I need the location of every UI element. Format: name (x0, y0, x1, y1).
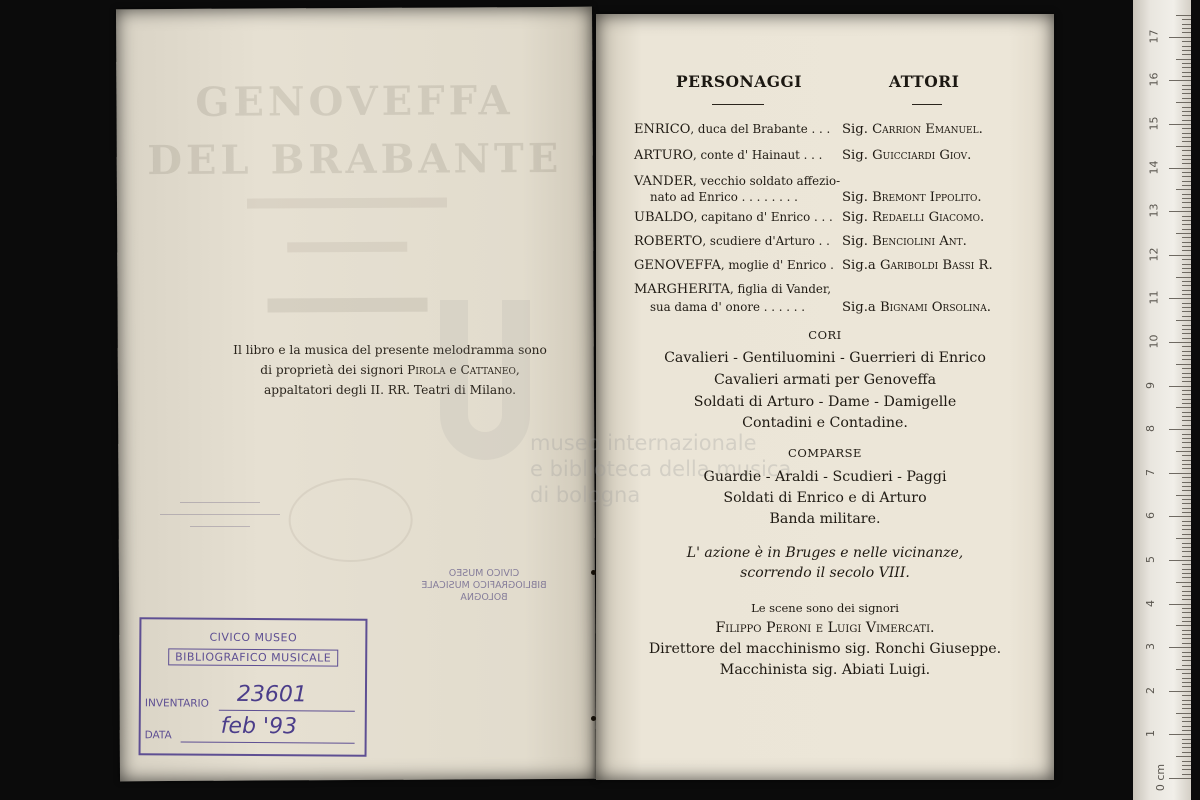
ruler-tick (1169, 647, 1191, 648)
ruler-tick (1182, 237, 1191, 238)
credits-line1: Le scene sono dei signori (751, 601, 899, 615)
ruler-tick (1182, 194, 1191, 195)
ruler-tick (1182, 551, 1191, 552)
ruler-tick (1182, 617, 1191, 618)
setting-line: L' azione è in Bruges e nelle vicinanze, (686, 545, 964, 561)
ruler-tick (1182, 412, 1191, 413)
ruler-label: 16 (1147, 72, 1161, 87)
ruler-tick (1182, 420, 1191, 421)
ruler-tick (1182, 359, 1191, 360)
ruler-tick (1176, 538, 1191, 539)
ruler-tick (1169, 342, 1191, 343)
ruler-tick (1169, 429, 1191, 430)
ruler-tick (1182, 290, 1191, 291)
credits-line2: Filippo Peroni e Luigi Vimercati. (715, 620, 935, 636)
ruler-tick (1182, 564, 1191, 565)
ruler-tick (1182, 686, 1191, 687)
ruler-tick (1182, 717, 1191, 718)
cori-line: Cavalieri armati per Genoveffa (713, 372, 937, 388)
ruler-tick (1182, 128, 1191, 129)
ruler-label: 9 (1144, 381, 1157, 389)
ruler-tick (1182, 216, 1191, 217)
ruler-tick (1182, 434, 1191, 435)
comparse-line: Guardie - Araldi - Scudieri - Paggi (703, 469, 947, 485)
ruler-tick (1182, 660, 1191, 661)
ruler-tick (1182, 638, 1191, 639)
ruler-tick (1176, 582, 1191, 583)
ruler-tick (1182, 673, 1191, 674)
museum-watermark: museo internazionale e biblioteca della musica di bologna (530, 431, 792, 507)
ruler-tick (1182, 67, 1191, 68)
ruler-tick (1182, 141, 1191, 142)
notice-line1: Il libro e la musica del presente melodramma sono (233, 343, 547, 357)
ruler-label: 7 (1144, 468, 1157, 476)
ruler-tick (1169, 211, 1191, 212)
ruler-tick (1182, 460, 1191, 461)
ruler-tick (1169, 80, 1191, 81)
ruler-tick (1182, 695, 1191, 696)
ruler-tick (1182, 220, 1191, 221)
ruler-tick (1182, 133, 1191, 134)
ruler-tick (1182, 534, 1191, 535)
ruler-tick (1169, 734, 1191, 735)
inventario-label: INVENTARIO (144, 697, 209, 710)
ruler-tick (1182, 739, 1191, 740)
ruler-label: 1 (1144, 730, 1157, 738)
ruler-tick (1182, 98, 1191, 99)
ruler-tick (1176, 451, 1191, 452)
ruler-tick (1169, 255, 1191, 256)
ruler-tick (1182, 403, 1191, 404)
museum-logo-watermark (440, 300, 530, 460)
comparse-title: COMPARSE (788, 446, 862, 460)
ruler-tick (1176, 59, 1191, 60)
ruler-tick (1176, 364, 1191, 365)
ruler-tick (1176, 713, 1191, 714)
binding-hole (591, 570, 596, 575)
ruler-tick (1182, 503, 1191, 504)
ruler-tick (1182, 634, 1191, 635)
ruler-tick (1182, 743, 1191, 744)
ruler-tick (1182, 176, 1191, 177)
ruler-tick (1182, 525, 1191, 526)
ruler-tick (1182, 486, 1191, 487)
ruler-tick (1182, 721, 1191, 722)
ruler-tick (1182, 325, 1191, 326)
ruler-tick (1182, 438, 1191, 439)
ruler-tick (1182, 28, 1191, 29)
ruler-tick (1182, 307, 1191, 308)
measurement-ruler (1133, 0, 1191, 800)
header-attori: ATTORI (889, 72, 960, 91)
ruler-tick (1182, 281, 1191, 282)
ruler-tick (1169, 691, 1191, 692)
ruler-tick (1182, 556, 1191, 557)
data-line (181, 741, 355, 743)
ruler-label: 12 (1147, 247, 1161, 262)
cori-line: Cavalieri - Gentiluomini - Guerrieri di Enrico (664, 350, 986, 366)
cori-line: Contadini e Contadine. (742, 415, 908, 431)
ruler-tick (1182, 351, 1191, 352)
ruler-tick (1182, 268, 1191, 269)
ruler-tick (1182, 595, 1191, 596)
ruler-tick (1182, 41, 1191, 42)
comparse-line: Soldati di Enrico e di Arturo (723, 490, 927, 506)
ruler-tick (1169, 560, 1191, 561)
ruler-tick (1182, 752, 1191, 753)
ruler-tick (1182, 442, 1191, 443)
mirrored-library-stamp: CIVICO MUSEO BIBLIOGRAFICO MUSICALE BOLOGNA (421, 568, 547, 603)
ruler-tick (1182, 368, 1191, 369)
ruler-tick (1182, 747, 1191, 748)
ruler-tick (1182, 181, 1191, 182)
inventory-stamp (139, 617, 368, 757)
ruler-tick (1169, 473, 1191, 474)
ruler-tick (1182, 163, 1191, 164)
header-personaggi: PERSONAGGI (676, 72, 802, 91)
ruler-tick (1182, 150, 1191, 151)
ruler-tick (1182, 468, 1191, 469)
ruler-tick (1176, 669, 1191, 670)
notice-line2: di proprietà dei signori Pirola e Cattaneo, (260, 363, 520, 377)
ruler-tick (1182, 455, 1191, 456)
ruler-tick (1182, 547, 1191, 548)
ruler-tick (1182, 259, 1191, 260)
ruler-tick (1182, 656, 1191, 657)
ruler-tick (1182, 246, 1191, 247)
ghost-rule (247, 198, 447, 209)
ruler-tick (1182, 612, 1191, 613)
setting-line: scorrendo il secolo VIII. (740, 565, 910, 581)
stamp-line2: BIBLIOGRAFICO MUSICALE (168, 648, 338, 666)
ruler-tick (1182, 202, 1191, 203)
credits-line4: Macchinista sig. Abiati Luigi. (719, 662, 931, 678)
ruler-tick (1176, 407, 1191, 408)
ruler-tick (1182, 490, 1191, 491)
ruler-tick (1182, 250, 1191, 251)
ruler-tick (1182, 120, 1191, 121)
ruler-tick (1182, 159, 1191, 160)
ruler-tick (1169, 516, 1191, 517)
data-value: feb '93 (220, 713, 298, 740)
ruler-tick (1169, 124, 1191, 125)
ruler-tick (1182, 425, 1191, 426)
ruler-tick (1182, 72, 1191, 73)
ruler-tick (1182, 303, 1191, 304)
ruler-tick (1169, 298, 1191, 299)
ruler-tick (1182, 172, 1191, 173)
ruler-tick (1182, 329, 1191, 330)
ruler-tick (1182, 394, 1191, 395)
ruler-tick (1182, 185, 1191, 186)
ruler-tick (1182, 285, 1191, 286)
data-label: DATA (144, 729, 172, 742)
ruler-tick (1182, 198, 1191, 199)
ruler-tick (1182, 373, 1191, 374)
ruler-tick (1182, 224, 1191, 225)
ruler-tick (1182, 311, 1191, 312)
faint-stamp (160, 500, 280, 538)
header-rule (712, 104, 764, 106)
ruler-tick (1182, 89, 1191, 90)
ruler-tick (1182, 512, 1191, 513)
ruler-tick (1182, 381, 1191, 382)
ruler-tick (1182, 416, 1191, 417)
ruler-tick (1182, 207, 1191, 208)
ruler-tick (1182, 242, 1191, 243)
inventario-value: 23601 (236, 681, 308, 708)
ruler-tick (1182, 543, 1191, 544)
ruler-tick (1182, 107, 1191, 108)
ruler-tick (1182, 665, 1191, 666)
ruler-tick (1182, 700, 1191, 701)
ruler-tick (1182, 621, 1191, 622)
ruler-label: 13 (1147, 203, 1161, 218)
ruler-tick (1182, 272, 1191, 273)
ruler-tick (1182, 726, 1191, 727)
ruler-tick (1182, 46, 1191, 47)
ruler-tick (1182, 63, 1191, 64)
ruler-tick (1176, 756, 1191, 757)
cori-title: CORI (808, 328, 842, 342)
ghost-ornament (288, 478, 412, 563)
ruler-tick (1176, 189, 1191, 190)
ruler-tick (1169, 386, 1191, 387)
ruler-label: 14 (1147, 160, 1161, 175)
ruler-tick (1169, 168, 1191, 169)
ruler-tick (1182, 338, 1191, 339)
ruler-tick (1176, 495, 1191, 496)
ruler-tick (1169, 778, 1191, 779)
ruler-tick (1182, 630, 1191, 631)
comparse-line: Banda militare. (769, 511, 881, 527)
ruler-tick (1182, 19, 1191, 20)
ruler-tick (1182, 591, 1191, 592)
ruler-tick (1182, 155, 1191, 156)
ruler-label: 8 (1144, 425, 1157, 433)
ruler-tick (1182, 529, 1191, 530)
ruler-tick (1182, 708, 1191, 709)
ruler-tick (1182, 355, 1191, 356)
ruler-tick (1182, 765, 1191, 766)
ruler-tick (1182, 333, 1191, 334)
binding-hole (591, 716, 596, 721)
ruler-tick (1182, 264, 1191, 265)
ruler-label: 15 (1147, 116, 1161, 131)
ruler-tick (1182, 93, 1191, 94)
ruler-tick (1182, 76, 1191, 77)
ruler-tick (1182, 761, 1191, 762)
ruler-tick (1176, 146, 1191, 147)
ruler-tick (1182, 54, 1191, 55)
ruler-tick (1182, 682, 1191, 683)
ruler-tick (1182, 390, 1191, 391)
ruler-label: 2 (1144, 686, 1157, 694)
ruler-tick (1182, 115, 1191, 116)
ruler-tick (1182, 573, 1191, 574)
ruler-tick (1182, 599, 1191, 600)
ruler-tick (1182, 377, 1191, 378)
ruler-tick (1182, 399, 1191, 400)
ruler-tick (1182, 643, 1191, 644)
ruler-tick (1182, 50, 1191, 51)
ruler-label: 0 cm (1154, 763, 1168, 792)
ruler-tick (1182, 730, 1191, 731)
credits-line3: Direttore del macchinismo sig. Ronchi Giuseppe. (648, 641, 1002, 657)
ruler-tick (1182, 85, 1191, 86)
ruler-tick (1182, 678, 1191, 679)
ruler-tick (1169, 604, 1191, 605)
ruler-tick (1182, 769, 1191, 770)
header-rule (912, 104, 942, 106)
ruler-tick (1176, 102, 1191, 103)
ruler-tick (1182, 774, 1191, 775)
ruler-label: 4 (1144, 599, 1157, 607)
ruler-tick (1182, 586, 1191, 587)
ruler-tick (1176, 320, 1191, 321)
ruler-label: 3 (1144, 643, 1157, 651)
ruler-label: 6 (1144, 512, 1157, 520)
ghost-title-line1: GENOVEFFA (195, 77, 514, 126)
ruler-tick (1182, 508, 1191, 509)
cori-line: Soldati di Arturo - Dame - Damigelle (693, 394, 957, 410)
notice-line3: appaltatori degli II. RR. Teatri di Milano. (263, 383, 517, 397)
ruler-label: 17 (1147, 29, 1161, 44)
ruler-tick (1182, 111, 1191, 112)
ruler-tick (1182, 294, 1191, 295)
ruler-tick (1182, 32, 1191, 33)
stamp-line1: CIVICO MUSEO (209, 630, 298, 645)
ruler-tick (1182, 447, 1191, 448)
ruler-label: 11 (1147, 290, 1161, 305)
ruler-tick (1182, 608, 1191, 609)
ruler-tick (1182, 229, 1191, 230)
ghost-rule (267, 298, 427, 313)
ruler-tick (1182, 499, 1191, 500)
ruler-tick (1182, 477, 1191, 478)
ruler-tick (1182, 569, 1191, 570)
ruler-tick (1182, 24, 1191, 25)
ruler-label: 5 (1144, 556, 1157, 563)
ruler-tick (1182, 521, 1191, 522)
ruler-tick (1182, 577, 1191, 578)
ruler-tick (1182, 464, 1191, 465)
ruler-tick (1176, 15, 1191, 16)
ruler-tick (1182, 704, 1191, 705)
ghost-title-line2: DEL BRABANTE (147, 134, 563, 185)
ruler-tick (1182, 316, 1191, 317)
ruler-tick (1176, 277, 1191, 278)
ruler-tick (1182, 482, 1191, 483)
ruler-label: 10 (1147, 334, 1161, 349)
ruler-tick (1182, 652, 1191, 653)
ruler-tick (1182, 137, 1191, 138)
ghost-rule (287, 242, 407, 253)
inventario-line (219, 710, 355, 712)
ruler-tick (1169, 37, 1191, 38)
ruler-tick (1182, 346, 1191, 347)
ruler-tick (1176, 233, 1191, 234)
ruler-tick (1176, 625, 1191, 626)
